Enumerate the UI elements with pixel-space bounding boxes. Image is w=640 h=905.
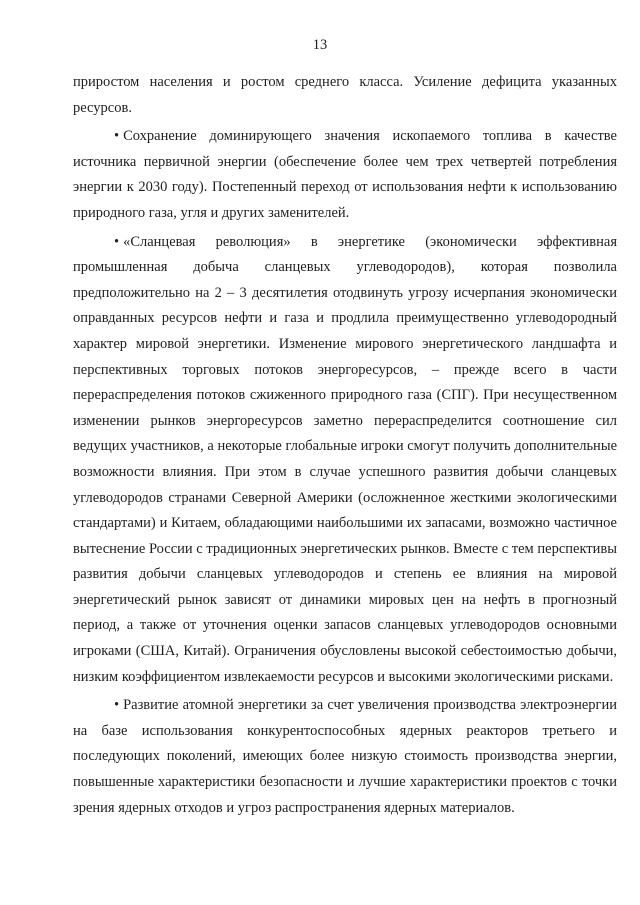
bullet-paragraph-fossil-fuel xyxy=(73,124,617,226)
paragraph-text: приростом населения и ростом среднего класса. Усиление дефицита указанных ресурсов. xyxy=(73,74,617,116)
paragraph-text: Развитие атомной энергетики за счет увеличения производства электроэнергии на базе использования конкурентоспособных ядерных реакторов третьего и последующих поколений, имеющих более низкую стоимость производства энергии, повышенные характеристики безопасности и лучшие характеристики проектов с точки зрения ядерных отходов и угроз распространения ядерных материалов. xyxy=(73,697,617,816)
paragraph-continuation xyxy=(73,70,617,121)
bullet-icon: • xyxy=(114,128,120,145)
bullet-paragraph-shale-revolution xyxy=(73,230,617,691)
bullet-paragraph-nuclear-energy xyxy=(73,693,617,821)
page-number: 13 xyxy=(312,37,328,53)
bullet-icon: • xyxy=(114,697,120,714)
body-text xyxy=(73,70,617,821)
bullet-icon: • xyxy=(114,233,120,250)
paragraph-text: «Сланцевая революция» в энергетике (экономически эффективная промышленная добыча сланцевых углеводородов), которая позволила предположительно на 2 – 3 десятилетия отодвинуть угрозу исчерпания экономически оправданных ресурсов нефти и газа и продлила преимущественно углеводородный характер мировой энергетики. Изменение мирового энергетического ландшафта и перспективных торговых потоков энергоресурсов, – прежде всего в части перераспределения потоков сжиженного природного газа (СПГ). При несущественном изменении рынков энергоресурсов заметно перераспределится соотношение сил ведущих участников, а некоторые глобальные игроки смогут получить дополнительные возможности влияния. При этом в случае успешного развития добычи сланцевых углеводородов странами Северной Америки (осложненное жесткими экологическими стандартами) и Китаем, обладающими наибольшими их запасами, возможно частичное вытеснение России с традиционных энергетических рынков. Вместе с тем перспективы развития добычи сланцевых углеводородов и степень ее влияния на мировой энергетический рынок зависят от динамики мировых цен на нефть в прогнозный период, а также от уточнения оценки запасов сланцевых углеводородов основными игроками (США, Китай). Ограничения обусловлены высокой себестоимостью добычи, низким коэффициентом извлекаемости ресурсов и высокими экологическими рисками. xyxy=(73,233,617,685)
paragraph-text: Сохранение доминирующего значения ископаемого топлива в качестве источника первичной энергии (обеспечение более чем трех четвертей потребления энергии к 2030 году). Постепенный переход от использования нефти к использованию природного газа, угля и других заменителей. xyxy=(73,128,617,221)
